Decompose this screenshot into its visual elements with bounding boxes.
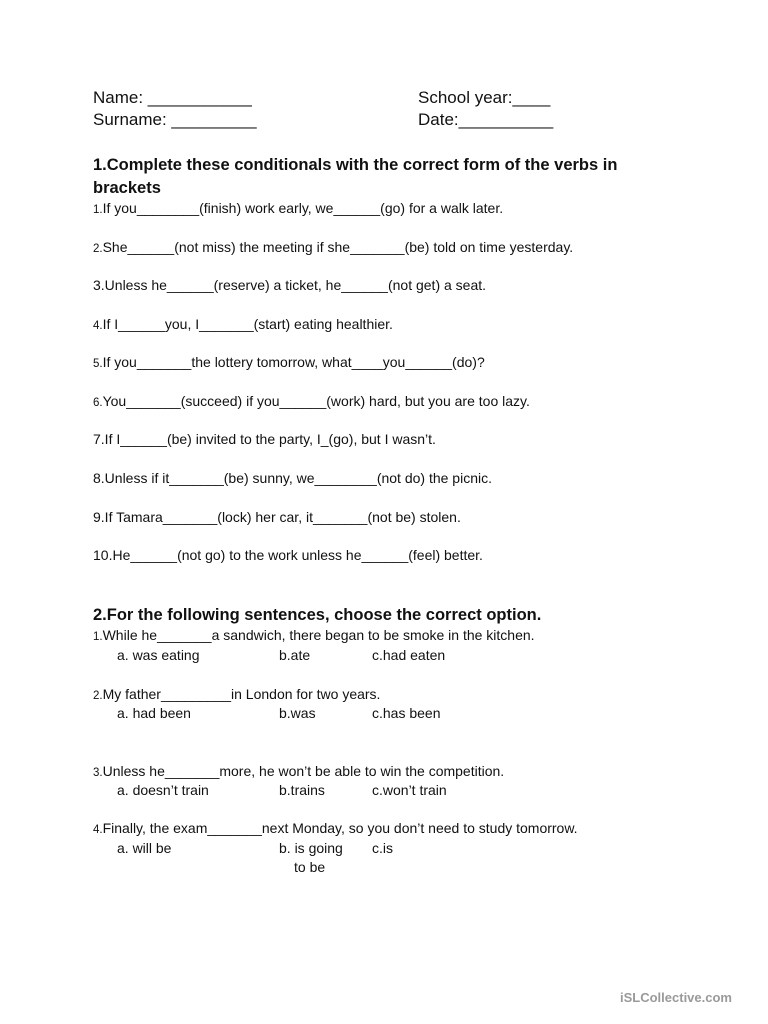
section1-item bbox=[93, 277, 486, 295]
option-a: a. will be bbox=[117, 840, 172, 856]
school-year-field: School year:____ bbox=[418, 88, 551, 107]
option-b: b.trains bbox=[279, 782, 325, 798]
section2-title: 2.For the following sentences, choose the correct option. bbox=[93, 606, 542, 624]
item-number: 4. bbox=[93, 320, 103, 332]
section1-item bbox=[93, 509, 461, 527]
item-text: If you________(finish) work early, we______(go) for a walk later. bbox=[102, 200, 504, 216]
option-b-continuation: to be bbox=[294, 859, 326, 875]
section1-item bbox=[93, 393, 530, 411]
option-a: a. was eating bbox=[117, 647, 200, 663]
section1-item bbox=[93, 239, 573, 257]
section2-question bbox=[93, 686, 380, 704]
section1-item bbox=[93, 354, 485, 372]
name-field: Name: ___________ bbox=[93, 88, 252, 107]
section1-item bbox=[93, 547, 483, 565]
item-number: 6. bbox=[93, 397, 103, 409]
surname-field: Surname: _________ bbox=[93, 110, 257, 129]
item-text: She______(not miss) the meeting if she_______(be) told on time yesterday. bbox=[102, 239, 574, 255]
question-number: 1. bbox=[93, 631, 103, 643]
item-text: 8.Unless if it_______(be) sunny, we________(not do) the picnic. bbox=[93, 470, 492, 486]
option-c: c.won’t train bbox=[372, 782, 447, 798]
item-text: 3.Unless he______(reserve) a ticket, he______(not get) a seat. bbox=[93, 277, 487, 293]
question-text: Finally, the exam_______next Monday, so you don’t need to study tomorrow. bbox=[102, 820, 578, 836]
section1-item bbox=[93, 431, 436, 449]
option-a: a. had been bbox=[117, 705, 191, 721]
item-text: You_______(succeed) if you______(work) hard, but you are too lazy. bbox=[102, 393, 530, 409]
item-number: 5. bbox=[93, 358, 103, 370]
option-b: b.was bbox=[279, 705, 316, 721]
item-number: 1. bbox=[93, 204, 103, 216]
section2-question bbox=[93, 820, 578, 838]
question-text: While he_______a sandwich, there began to be smoke in the kitchen. bbox=[102, 627, 535, 643]
question-text: My father_________in London for two years. bbox=[102, 686, 381, 702]
item-text: 10.He______(not go) to the work unless he______(feel) better. bbox=[93, 547, 483, 563]
question-number: 2. bbox=[93, 690, 103, 702]
option-b: b.ate bbox=[279, 647, 311, 663]
item-text: 9.If Tamara_______(lock) her car, it_______(not be) stolen. bbox=[93, 509, 461, 525]
section1-item bbox=[93, 200, 503, 218]
question-text: Unless he_______more, he won’t be able to win the competition. bbox=[102, 763, 505, 779]
item-text: If you_______the lottery tomorrow, what____you______(do)? bbox=[102, 354, 485, 370]
question-number: 3. bbox=[93, 767, 103, 779]
item-text: If I______you, I_______(start) eating healthier. bbox=[102, 316, 393, 332]
section2-question bbox=[93, 763, 504, 781]
section1-title-line2: brackets bbox=[93, 179, 161, 197]
section2-question bbox=[93, 627, 535, 645]
section1-item bbox=[93, 470, 492, 488]
question-number: 4. bbox=[93, 824, 103, 836]
option-c: c.has been bbox=[372, 705, 441, 721]
watermark: iSLCollective.com bbox=[620, 990, 732, 1005]
date-field: Date:__________ bbox=[418, 110, 554, 129]
item-text: 7.If I______(be) invited to the party, I_(go), but I wasn’t. bbox=[93, 431, 436, 447]
item-number: 2. bbox=[93, 243, 103, 255]
option-b: b. is going bbox=[279, 840, 343, 856]
section1-item bbox=[93, 316, 393, 334]
option-c: c.is bbox=[372, 840, 393, 856]
option-a: a. doesn’t train bbox=[117, 782, 209, 798]
section1-title-line1: 1.Complete these conditionals with the correct form of the verbs in bbox=[93, 156, 618, 174]
option-c: c.had eaten bbox=[372, 647, 446, 663]
